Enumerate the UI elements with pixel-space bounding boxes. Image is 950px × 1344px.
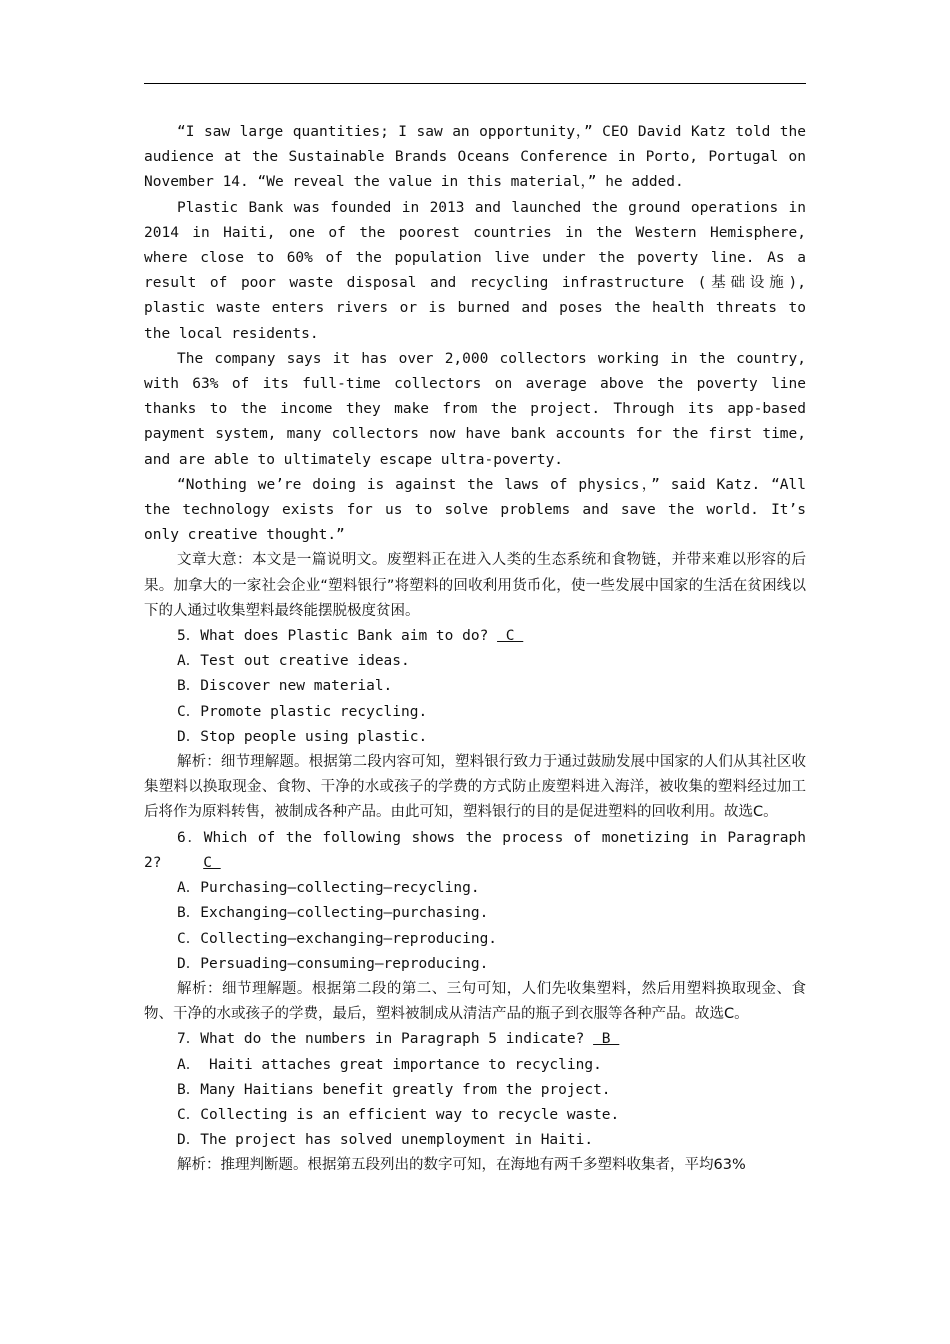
question-stem: 7．What do the numbers in Paragraph 5 indicate? <box>177 1031 585 1048</box>
question-6 <box>144 826 806 876</box>
option: A．Purchasing—collecting—recycling. <box>177 880 480 897</box>
question-5 <box>144 624 806 649</box>
answer-blank: B <box>593 1031 620 1048</box>
passage-paragraph: “I saw large quantities; I saw an opportunity，” CEO David Katz told the audience at the Sustainable Brands Oceans Conference in Porto, Portugal on November 14. “We reveal the value in this material，” he added. <box>144 124 806 191</box>
option: B．Discover new material. <box>177 678 393 695</box>
option: B．Exchanging—collecting—purchasing. <box>177 905 489 922</box>
option: C．Promote plastic recycling. <box>177 703 428 720</box>
passage-paragraph: The company says it has over 2,000 collectors working in the country, with 63% of its full-time collectors on average above the poverty line thanks to the income they make from the project. Through its app-based payment system, many collectors now have bank accounts for the first time, and are able to ultimately escape ultra-poverty. <box>144 350 806 468</box>
option: A．Test out creative ideas. <box>177 653 410 670</box>
option: D．The project has solved unemployment in Haiti. <box>177 1132 594 1149</box>
header-rule <box>144 83 806 84</box>
option: D．Stop people using plastic. <box>177 728 428 745</box>
answer-blank: C <box>497 628 524 645</box>
explanation: 解析：细节理解题。根据第二段内容可知，塑料银行致力于通过鼓励发展中国家的人们从其社区收集塑料以换取现金、食物、干净的水或孩子的学费的方式防止废塑料进入海洋，被收集的塑料经过加工后将作为原料转售，被制成各种产品。由此可知，塑料银行的目的是促进塑料的回收利用。故选C。 <box>144 754 806 821</box>
summary-paragraph: 文章大意：本文是一篇说明文。废塑料正在进入人类的生态系统和食物链，并带来难以形容的后果。加拿大的一家社会企业“塑料银行”将塑料的回收利用货币化，使一些发展中国家的生活在贫困线以下的人通过收集塑料最终能摆脱极度贫困。 <box>144 552 806 619</box>
question-stem: 6．Which of the following shows the process of monetizing in Paragraph 2? <box>144 829 806 871</box>
question-stem: 5．What does Plastic Bank aim to do? <box>177 628 489 645</box>
passage-paragraph: “Nothing we’re doing is against the laws of physics，” said Katz. “All the technology exists for us to solve problems and save the world. It’s only creative thought.” <box>144 476 806 544</box>
document-body <box>144 120 806 1179</box>
option: C．Collecting is an efficient way to recycle waste. <box>177 1106 620 1123</box>
answer-blank: C <box>203 854 221 871</box>
question-7 <box>144 1027 806 1052</box>
option: D．Persuading—consuming—reproducing. <box>177 955 489 972</box>
explanation: 解析：推理判断题。根据第五段列出的数字可知，在海地有两千多塑料收集者，平均63% <box>177 1157 746 1174</box>
explanation: 解析：细节理解题。根据第二段的第二、三句可知，人们先收集塑料，然后用塑料换取现金、食物、干净的水或孩子的学费，最后，塑料被制成从清洁产品的瓶子到衣服等各种产品。故选C。 <box>144 980 806 1023</box>
option: C．Collecting—exchanging—reproducing. <box>177 930 498 947</box>
option: B．Many Haitians benefit greatly from the project. <box>177 1081 611 1098</box>
passage-paragraph: Plastic Bank was founded in 2013 and launched the ground operations in 2014 in Haiti, one of the poorest countries in the Western Hemisphere, where close to 60% of the population live under the poverty line. As a result of poor waste disposal and recycling infrastructure (基础设施), plastic waste enters rivers or is burned and poses the health threats to the local residents. <box>144 199 806 342</box>
option: A． Haiti attaches great importance to recycling. <box>177 1056 602 1073</box>
